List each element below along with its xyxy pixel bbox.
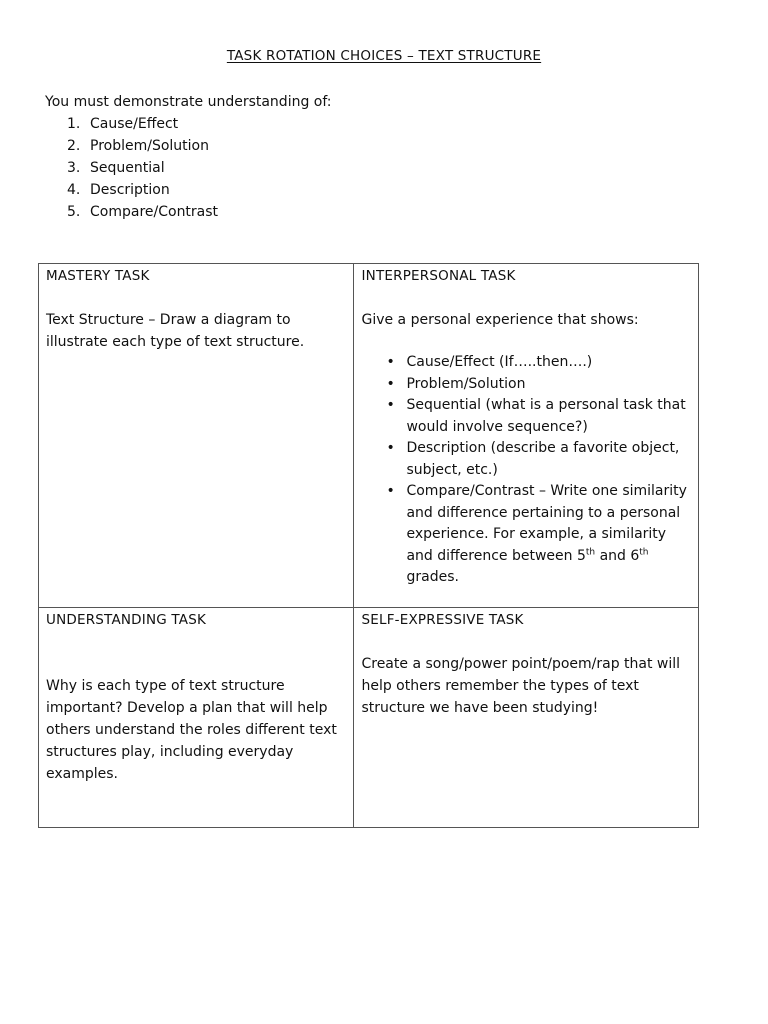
- task-row: [39, 264, 699, 608]
- objective-item: [67, 157, 218, 179]
- objective-text: Cause/Effect: [90, 116, 179, 132]
- bullet-item: [386, 481, 692, 589]
- bullet-icon: •: [386, 354, 395, 370]
- objective-item: [67, 179, 218, 201]
- intro-text: You must demonstrate understanding of:: [45, 94, 332, 110]
- bullet-text-part: and 6: [595, 547, 640, 564]
- bullet-item: [386, 395, 692, 438]
- mastery-task-cell: [39, 264, 354, 608]
- self-expressive-task-title: SELF-EXPRESSIVE TASK: [361, 612, 524, 628]
- objective-number: 5.: [67, 204, 81, 220]
- interpersonal-task-title: INTERPERSONAL TASK: [361, 268, 516, 284]
- interpersonal-bullet-list: [361, 352, 692, 589]
- bullet-item: [386, 352, 692, 374]
- superscript: th: [585, 546, 596, 557]
- bullet-text: Cause/Effect (If…..then….): [406, 354, 593, 370]
- self-expressive-task-text: Create a song/power point/poem/rap that will help others remember the types of text structure we have been studying!: [361, 656, 681, 716]
- bullet-text-part: Compare/Contrast – Write one similarity and difference pertaining to a personal experience. For example, a similarity and difference between 5: [406, 483, 687, 564]
- objective-text: Problem/Solution: [90, 138, 209, 154]
- bullet-item: [386, 374, 692, 396]
- objective-item: [67, 113, 218, 135]
- mastery-task-title: MASTERY TASK: [46, 268, 150, 284]
- objective-text: Sequential: [90, 160, 165, 176]
- objective-item: [67, 135, 218, 157]
- objective-number: 4.: [67, 182, 81, 198]
- objective-number: 1.: [67, 116, 81, 132]
- bullet-text: [406, 483, 686, 585]
- mastery-task-text: Text Structure – Draw a diagram to illustrate each type of text structure.: [46, 312, 305, 350]
- task-row: [39, 608, 699, 828]
- superscript: th: [639, 546, 649, 557]
- objectives-list: [67, 113, 218, 223]
- bullet-icon: •: [386, 483, 395, 499]
- page-title: TASK ROTATION CHOICES – TEXT STRUCTURE: [226, 48, 542, 64]
- bullet-text: Sequential (what is a personal task that would involve sequence?): [406, 397, 686, 435]
- interpersonal-task-text: Give a personal experience that shows:: [361, 312, 639, 328]
- objective-number: 3.: [67, 160, 81, 176]
- understanding-task-text: Why is each type of text structure important? Develop a plan that will help others understand the roles different text structures play, including everyday examples.: [46, 678, 337, 782]
- bullet-item: [386, 438, 692, 481]
- interpersonal-task-cell: [354, 264, 699, 608]
- self-expressive-task-cell: [354, 608, 699, 828]
- objective-number: 2.: [67, 138, 81, 154]
- objective-text: Compare/Contrast: [90, 204, 219, 220]
- task-grid: [38, 263, 699, 828]
- bullet-text: Description (describe a favorite object, subject, etc.): [406, 440, 680, 478]
- bullet-icon: •: [386, 440, 395, 456]
- bullet-text-part: grades.: [406, 569, 459, 585]
- objective-item: [67, 201, 218, 223]
- bullet-icon: •: [386, 397, 395, 413]
- bullet-text: Problem/Solution: [406, 375, 526, 392]
- objective-text: Description: [90, 182, 170, 198]
- understanding-task-title: UNDERSTANDING TASK: [46, 612, 207, 628]
- bullet-icon: •: [386, 375, 395, 392]
- understanding-task-cell: [39, 608, 354, 828]
